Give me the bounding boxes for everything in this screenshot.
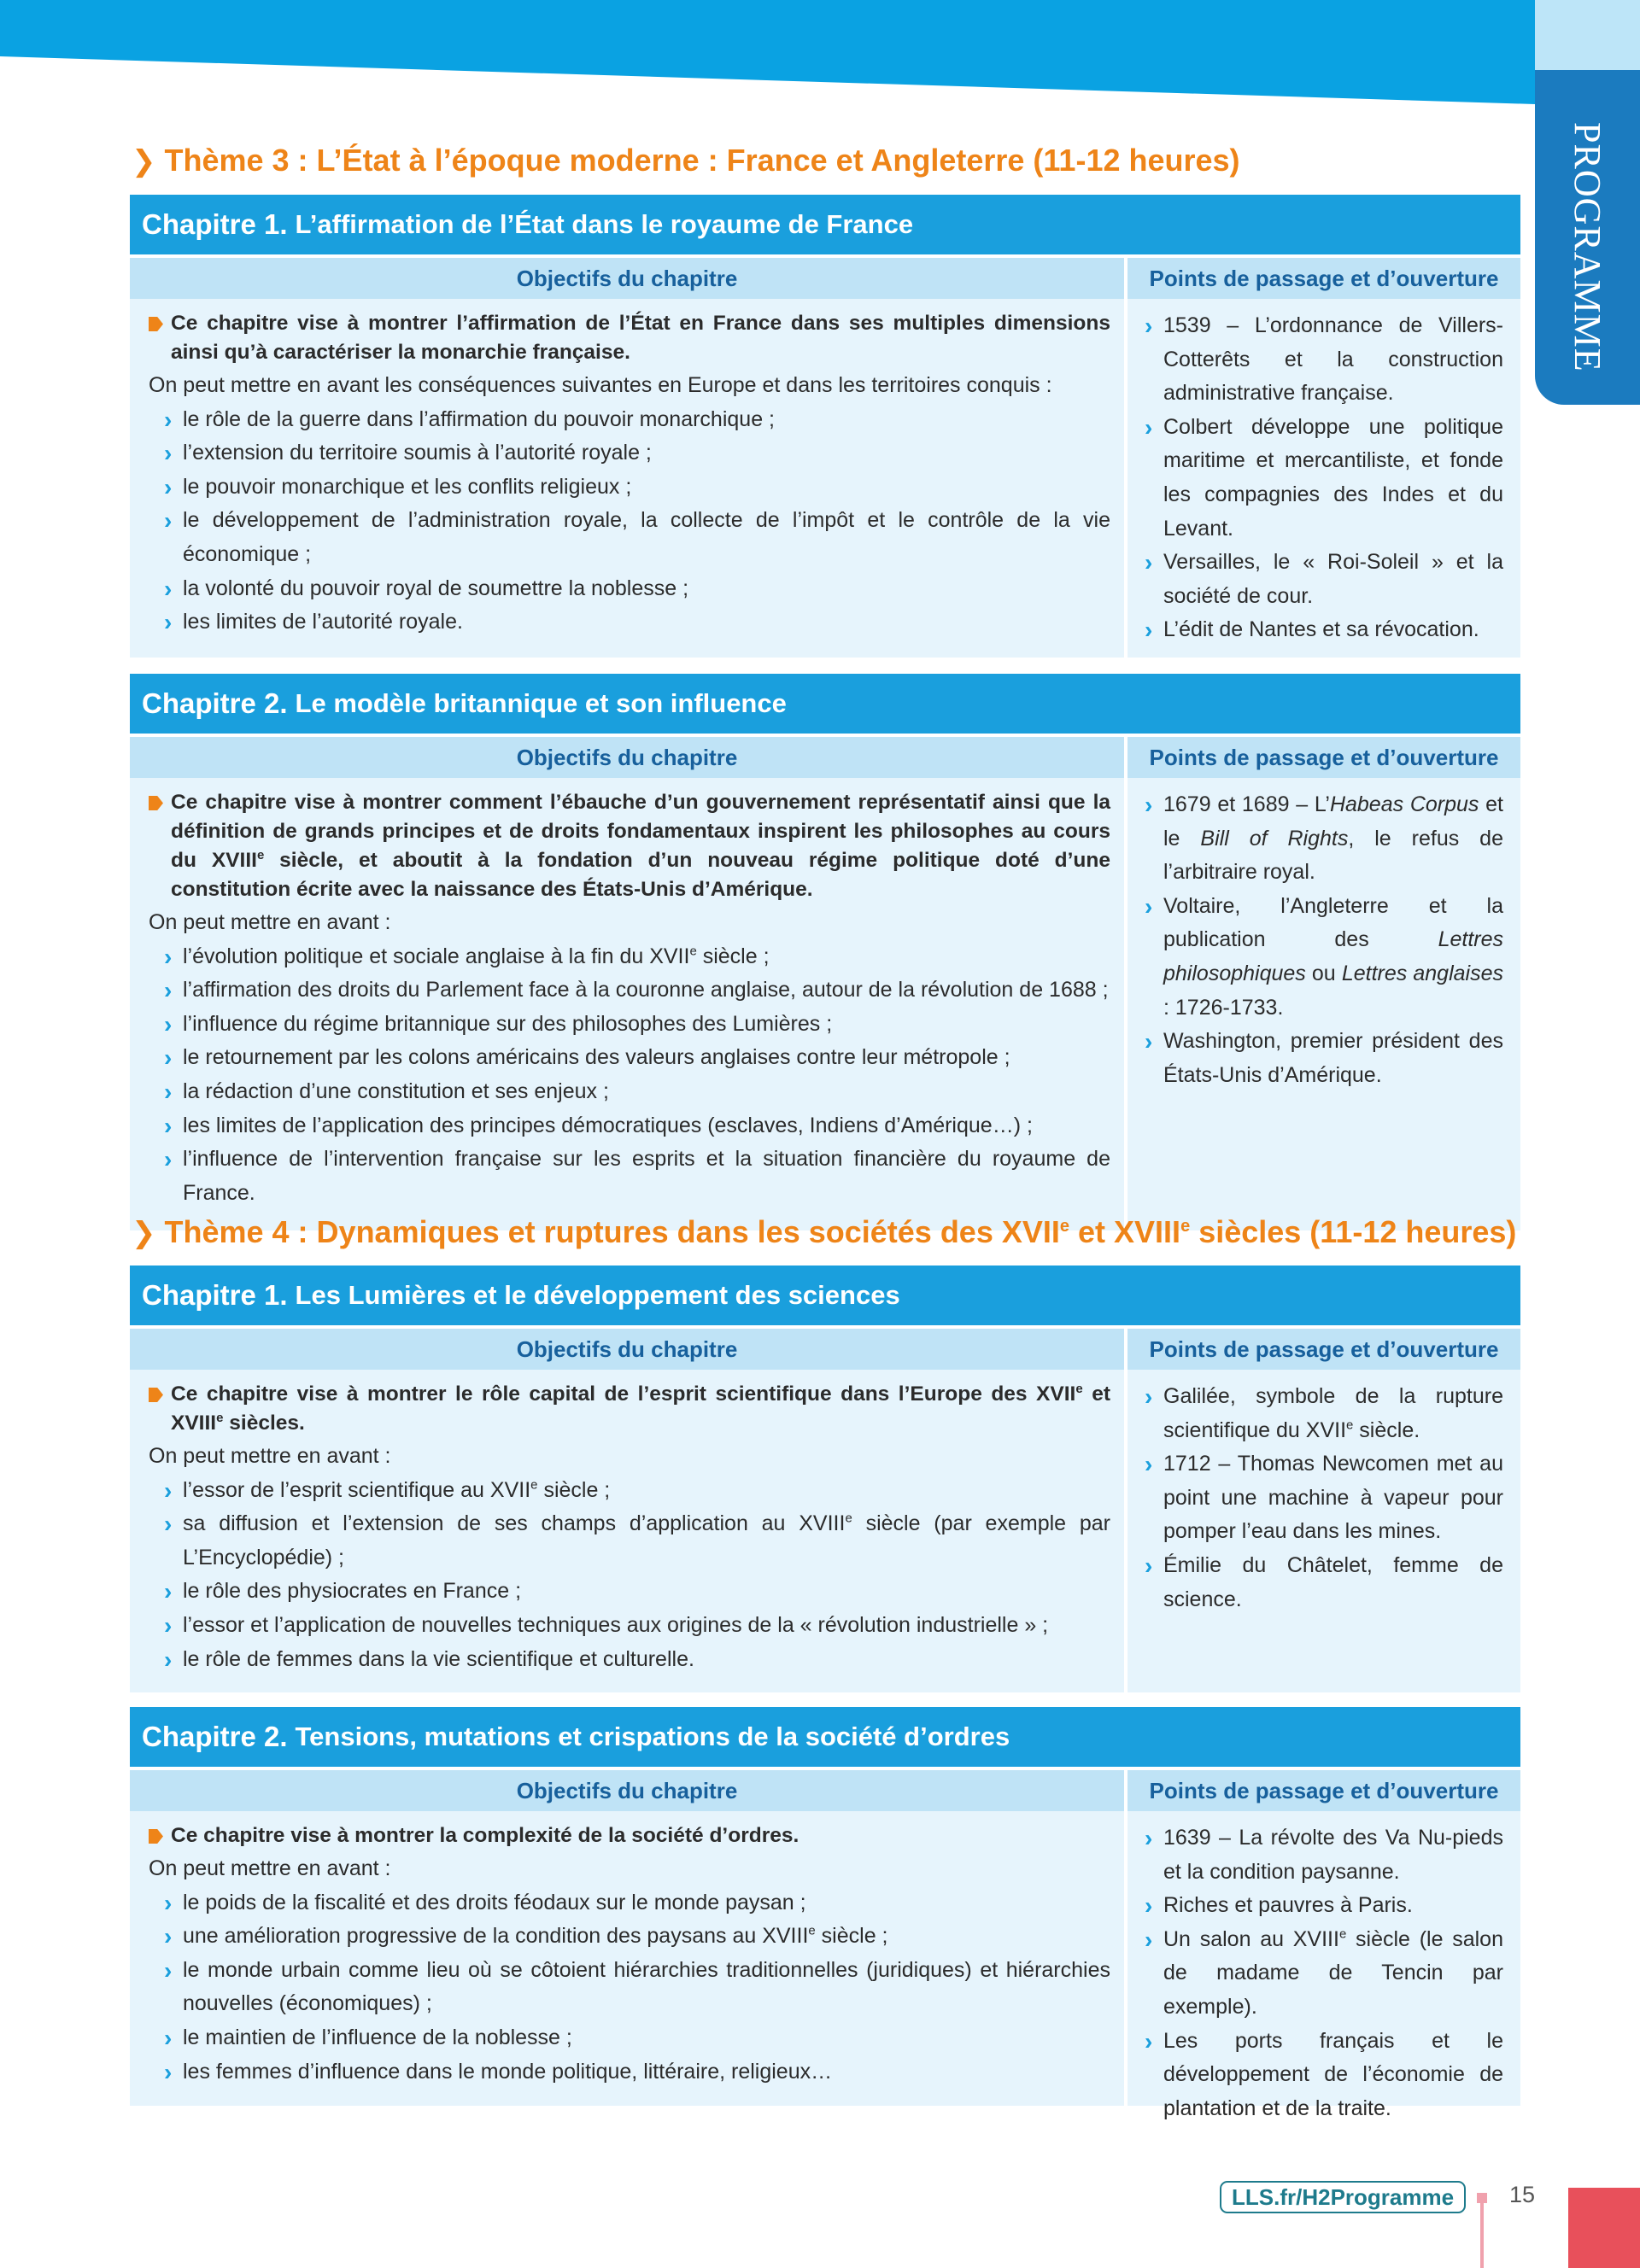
list-item: › l’essor et l’application de nouvelles techniques aux origines de la « révolution industrielle » ; bbox=[183, 1609, 1110, 1643]
point-item: › L’édit de Nantes et sa révocation. bbox=[1163, 613, 1503, 647]
chevron-right-icon: › bbox=[164, 575, 173, 602]
list-item: › la volonté du pouvoir royal de soumettre la noblesse ; bbox=[183, 572, 1110, 606]
chapter-number: Chapitre 2. bbox=[142, 687, 288, 719]
list-item: › l’affirmation des droits du Parlement face à la couronne anglaise, autour de la révolution de 1688 ; bbox=[183, 973, 1110, 1008]
chevron-right-icon: ❯ bbox=[132, 1217, 156, 1249]
point-item: › Galilée, symbole de la rupture scientifique du XVIIe siècle. bbox=[1163, 1380, 1503, 1447]
chevron-right-icon: › bbox=[164, 406, 173, 433]
chapter-intro: Ce chapitre vise à montrer la complexité de la société d’ordres. bbox=[149, 1821, 1110, 1850]
side-tab-label: PROGRAMME bbox=[1567, 121, 1608, 372]
point-item: › Colbert développe une politique maritime et mercantiliste, et fonde les compagnies des Indes et du Levant. bbox=[1163, 411, 1503, 546]
chapter-block bbox=[130, 674, 1520, 1230]
objectives-body bbox=[130, 299, 1124, 658]
chevron-right-icon: › bbox=[164, 1511, 173, 1538]
point-item: › 1539 – L’ordonnance de Villers-Cotterêts et la construction administrative française. bbox=[1163, 309, 1503, 411]
objectives-header: Objectifs du chapitre bbox=[130, 1770, 1124, 1811]
list-item: › l’essor de l’esprit scientifique au XVIIe siècle ; bbox=[183, 1474, 1110, 1508]
chevron-right-icon: › bbox=[164, 1645, 173, 1673]
point-item: › 1679 et 1689 – L’Habeas Corpus et le Bill of Rights, le refus de l’arbitraire royal. bbox=[1163, 788, 1503, 890]
list-item: › une amélioration progressive de la condition des paysans au XVIIIe siècle ; bbox=[183, 1920, 1110, 1954]
chevron-right-icon: › bbox=[164, 1476, 173, 1504]
objectives-body bbox=[130, 1811, 1124, 2106]
tag-icon bbox=[149, 317, 163, 331]
chevron-right-icon: › bbox=[1145, 1383, 1153, 1410]
list-item: › le rôle des physiocrates en France ; bbox=[183, 1575, 1110, 1609]
chapter-title: Le modèle britannique et son influence bbox=[295, 688, 787, 718]
points-header: Points de passage et d’ouverture bbox=[1128, 1329, 1520, 1370]
list-item: › le poids de la fiscalité et des droits féodaux sur le monde paysan ; bbox=[183, 1886, 1110, 1920]
point-item: › Les ports français et le développement de l’économie de plantation et de la traite. bbox=[1163, 2025, 1503, 2126]
chevron-right-icon: › bbox=[1145, 1552, 1153, 1579]
objectives-header: Objectifs du chapitre bbox=[130, 1329, 1124, 1370]
chapter-header bbox=[130, 674, 1520, 734]
objectives-body bbox=[130, 1370, 1124, 1692]
chevron-right-icon: › bbox=[1145, 2027, 1153, 2055]
chevron-right-icon: › bbox=[164, 1078, 173, 1105]
lead-text: On peut mettre en avant : bbox=[149, 910, 391, 934]
chapter-intro: Ce chapitre vise à montrer l’affirmation de l’État en France dans ses multiples dimensions ainsi qu’à caractériser la monarchie française. bbox=[149, 309, 1110, 367]
chevron-right-icon: › bbox=[164, 2058, 173, 2085]
chapter-header bbox=[130, 1266, 1520, 1325]
points-header: Points de passage et d’ouverture bbox=[1128, 1770, 1520, 1811]
list-item: › le maintien de l’influence de la noblesse ; bbox=[183, 2021, 1110, 2055]
chapter-number: Chapitre 1. bbox=[142, 208, 288, 240]
list-item: › les femmes d’influence dans le monde politique, littéraire, religieux… bbox=[183, 2055, 1110, 2090]
list-item: › le retournement par les colons américains des valeurs anglaises contre leur métropole ; bbox=[183, 1041, 1110, 1075]
chapter-block bbox=[130, 195, 1520, 658]
chevron-right-icon: › bbox=[1145, 1825, 1153, 1851]
point-item: › Un salon au XVIIIe siècle (le salon de madame de Tencin par exemple). bbox=[1163, 1923, 1503, 2025]
chapter-number: Chapitre 1. bbox=[142, 1279, 288, 1311]
tag-icon bbox=[149, 796, 163, 810]
list-item: › l’extension du territoire soumis à l’autorité royale ; bbox=[183, 436, 1110, 471]
lead-text: On peut mettre en avant les conséquences suivantes en Europe et dans les territoires conquis : bbox=[149, 373, 1052, 397]
chevron-right-icon: › bbox=[164, 943, 173, 970]
point-item: › 1639 – La révolte des Va Nu-pieds et la condition paysanne. bbox=[1163, 1821, 1503, 1889]
objectives-header: Objectifs du chapitre bbox=[130, 737, 1124, 778]
list-item: › le monde urbain comme lieu où se côtoient hiérarchies traditionnelles (juridiques) et hiérarchies nouvelles (économiques) ; bbox=[183, 1954, 1110, 2021]
tag-icon bbox=[149, 1388, 163, 1402]
list-item: › les limites de l’autorité royale. bbox=[183, 605, 1110, 640]
list-item: › le pouvoir monarchique et les conflits religieux ; bbox=[183, 471, 1110, 505]
list-item: › l’influence de l’intervention française sur les esprits et la situation financière du royaume de France. bbox=[183, 1143, 1110, 1210]
list-item: › les limites de l’application des principes démocratiques (esclaves, Indiens d’Amérique…) ; bbox=[183, 1109, 1110, 1143]
chevron-right-icon: › bbox=[164, 1044, 173, 1072]
chevron-right-icon: › bbox=[1145, 617, 1153, 644]
point-item: › Washington, premier président des États-Unis d’Amérique. bbox=[1163, 1025, 1503, 1092]
chevron-right-icon: › bbox=[1145, 1028, 1153, 1055]
chevron-right-icon: › bbox=[164, 609, 173, 636]
list-item: › le rôle de la guerre dans l’affirmation du pouvoir monarchique ; bbox=[183, 403, 1110, 437]
chapter-title: L’affirmation de l’État dans le royaume de France bbox=[295, 209, 914, 239]
list-item: › l’influence du régime britannique sur des philosophes des Lumières ; bbox=[183, 1008, 1110, 1042]
list-item: › le développement de l’administration royale, la collecte de l’impôt et le contrôle de la vie économique ; bbox=[183, 504, 1110, 571]
chevron-right-icon: › bbox=[1145, 1892, 1153, 1920]
objectives-body bbox=[130, 778, 1124, 1230]
list-item: › sa diffusion et l’extension de ses champs d’application au XVIIIe siècle (par exemple par L’Encyclopédie) ; bbox=[183, 1507, 1110, 1575]
chevron-right-icon: › bbox=[1145, 1451, 1153, 1478]
chevron-right-icon: › bbox=[1145, 892, 1153, 920]
chevron-right-icon: › bbox=[164, 1010, 173, 1038]
chevron-right-icon: › bbox=[164, 1146, 173, 1173]
points-header: Points de passage et d’ouverture bbox=[1128, 258, 1520, 299]
chevron-right-icon: › bbox=[1145, 313, 1153, 339]
chevron-right-icon: › bbox=[164, 1578, 173, 1605]
points-body bbox=[1128, 1370, 1520, 1692]
chapter-header bbox=[130, 1707, 1520, 1767]
point-item: › Émilie du Châtelet, femme de science. bbox=[1163, 1549, 1503, 1616]
list-item: › le rôle de femmes dans la vie scientifique et culturelle. bbox=[183, 1643, 1110, 1677]
point-item: › Riches et pauvres à Paris. bbox=[1163, 1889, 1503, 1923]
footer-link[interactable]: LLS.fr/H2Programme bbox=[1220, 2181, 1466, 2213]
chevron-right-icon: › bbox=[164, 1889, 173, 1916]
objectives-header: Objectifs du chapitre bbox=[130, 258, 1124, 299]
chapter-header bbox=[130, 195, 1520, 254]
chapter-intro: Ce chapitre vise à montrer le rôle capital de l’esprit scientifique dans l’Europe des XVIIe et XVIIIe siècles. bbox=[149, 1380, 1110, 1438]
points-body bbox=[1128, 299, 1520, 658]
chevron-right-icon: › bbox=[164, 1956, 173, 1984]
list-item: › la rédaction d’une constitution et ses enjeux ; bbox=[183, 1075, 1110, 1109]
chevron-right-icon: › bbox=[1145, 792, 1153, 818]
points-body bbox=[1128, 1811, 1520, 2120]
footer-marker bbox=[1477, 2193, 1487, 2203]
chapter-intro: Ce chapitre vise à montrer comment l’ébauche d’un gouvernement représentatif ainsi que la définition de grands principes et de droits fondamentaux inspirent les philosophes au cours du XVIIIe siècle, et aboutit à la fondation d’un nouveau régime politique doté d’une constitution écrite avec la naissance des États-Unis d’Amérique. bbox=[149, 788, 1110, 904]
chapter-title: Les Lumières et le développement des sciences bbox=[295, 1280, 900, 1310]
corner-block bbox=[1568, 2188, 1640, 2268]
point-item: › Voltaire, l’Angleterre et la publication des Lettres philosophiques ou Lettres anglaises : 1726-1733. bbox=[1163, 890, 1503, 1025]
theme-3-heading: ❯ Thème 3 : L’État à l’époque moderne : France et Angleterre (11-12 heures) bbox=[132, 143, 1240, 178]
chevron-right-icon: › bbox=[164, 1611, 173, 1639]
chevron-right-icon: › bbox=[164, 507, 173, 535]
point-item: › Versailles, le « Roi-Soleil » et la société de cour. bbox=[1163, 546, 1503, 613]
chevron-right-icon: › bbox=[164, 473, 173, 500]
chevron-right-icon: › bbox=[1145, 1926, 1153, 1953]
chevron-right-icon: › bbox=[164, 1112, 173, 1139]
tag-icon bbox=[149, 1829, 163, 1844]
chevron-right-icon: ❯ bbox=[132, 145, 156, 178]
theme-4-heading: ❯ Thème 4 : Dynamiques et ruptures dans les sociétés des XVIIe et XVIIIe siècles (11-12 heures) bbox=[132, 1214, 1517, 1249]
chevron-right-icon: › bbox=[164, 440, 173, 467]
chapter-title: Tensions, mutations et crispations de la société d’ordres bbox=[295, 1721, 1010, 1751]
points-body bbox=[1128, 778, 1520, 1230]
chevron-right-icon: › bbox=[164, 1923, 173, 1950]
page-number: 15 bbox=[1509, 2182, 1536, 2207]
chapter-block bbox=[130, 1266, 1520, 1692]
top-banner bbox=[0, 0, 1640, 111]
list-item: › l’évolution politique et sociale anglaise à la fin du XVIIe siècle ; bbox=[183, 940, 1110, 974]
chevron-right-icon: › bbox=[164, 2024, 173, 2051]
lead-text: On peut mettre en avant : bbox=[149, 1856, 391, 1880]
chapter-number: Chapitre 2. bbox=[142, 1721, 288, 1752]
point-item: › 1712 – Thomas Newcomen met au point une machine à vapeur pour pomper l’eau dans les mines. bbox=[1163, 1447, 1503, 1549]
lead-text: On peut mettre en avant : bbox=[149, 1444, 391, 1468]
chapter-block bbox=[130, 1707, 1520, 2120]
footer-divider bbox=[1480, 2197, 1484, 2268]
points-header: Points de passage et d’ouverture bbox=[1128, 737, 1520, 778]
chevron-right-icon: › bbox=[1145, 413, 1153, 441]
chevron-right-icon: › bbox=[164, 977, 173, 1004]
chevron-right-icon: › bbox=[1145, 549, 1153, 576]
